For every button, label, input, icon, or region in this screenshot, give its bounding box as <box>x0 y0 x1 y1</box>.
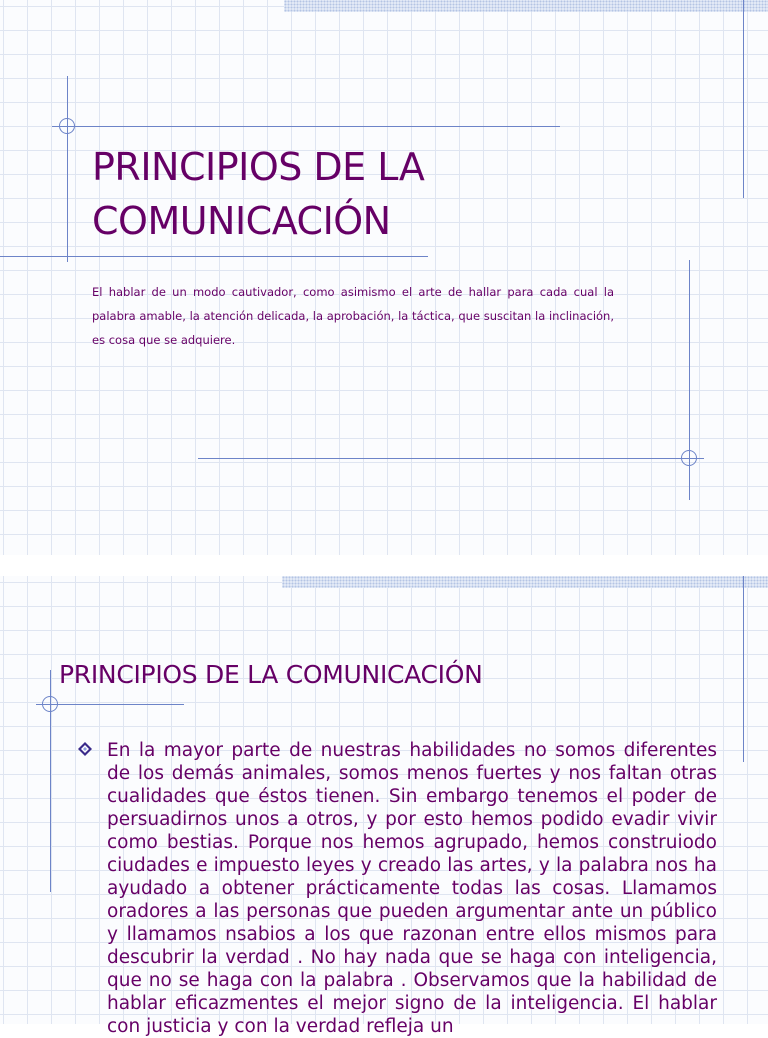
decor-circle-lower-right <box>681 450 697 466</box>
slide-1-title: PRINCIPIOS DE LA COMUNICACIÓN <box>92 145 425 243</box>
dotted-band-top <box>282 576 768 588</box>
diamond-bullet-icon <box>78 742 92 756</box>
decor-hline-upper <box>52 126 560 127</box>
decor-vline-top-right <box>743 576 744 762</box>
decor-hline-lower <box>198 458 704 459</box>
slide-2 <box>0 576 768 1037</box>
decor-vline-left <box>67 76 68 262</box>
slide-2-body: En la mayor parte de nuestras habilidades no somos diferentes de los demás animales, somos menos fuertes y nos faltan otras cualidades que éstos tienen. Sin embargo tenemos el poder de persuadirnos unos a otros, y por esto hemos podido evadir vivir como bestias. Porque nos hemos agrupado, hemos construiodo ciudades e impuesto leyes y creado las artes, y la palabra nos ha ayudado a obtener prácticamente todas las cosas. Llamamos oradores a las personas que pueden argumentar ante un público y llamamos nsabios a los que razonan entre ellos mismos para descubrir la verdad . No hay nada que se haga con inteligencia, que no se haga con la palabra . Observamos que la habilidad de hablar eficazmentes el mejor signo de la inteligencia. El hablar con justicia y con la verdad refleja un <box>107 740 717 1037</box>
decor-vline-top-right <box>743 0 744 198</box>
decor-circle-upper-left <box>59 118 75 134</box>
dotted-band-top <box>284 0 768 12</box>
decor-hline-under-title <box>0 256 428 257</box>
decor-hline-under-title <box>36 704 184 705</box>
slide-2-title: PRINCIPIOS DE LA COMUNICACIÓN <box>59 660 483 689</box>
slide-1-body: El hablar de un modo cautivador, como asimismo el arte de hallar para cada cual la palabra amable, la atención delicada, la aprobación, la táctica, que suscitan la inclinación, es cosa que se adquiere. <box>92 285 614 347</box>
slide-separator <box>0 555 768 576</box>
decor-circle-left <box>42 696 58 712</box>
